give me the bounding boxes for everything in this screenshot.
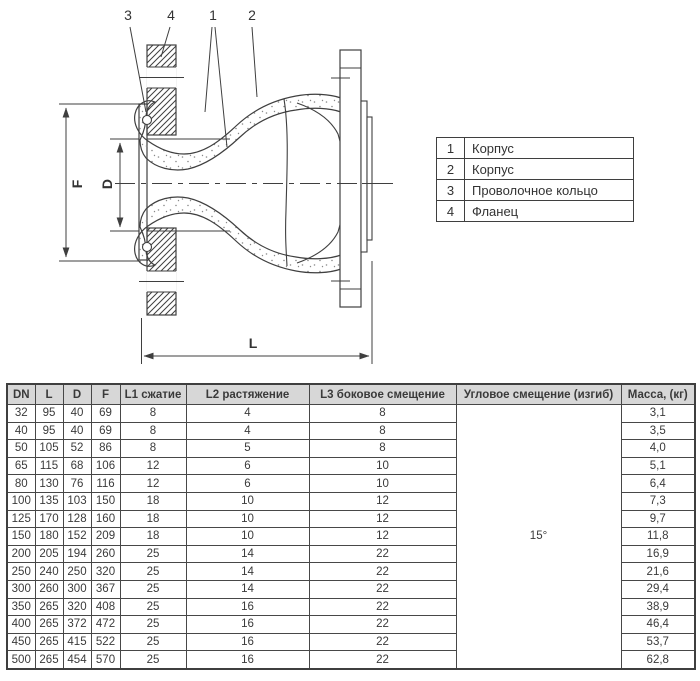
- spec-cell: 8: [120, 440, 186, 458]
- legend-part-number: 2: [437, 159, 465, 180]
- spec-cell: 18: [120, 492, 186, 510]
- spec-mass-cell: 38,9: [621, 598, 695, 616]
- spec-cell: 135: [35, 492, 63, 510]
- wire-ring-top: [143, 116, 152, 125]
- spec-cell: 125: [7, 510, 35, 528]
- spec-cell: 22: [309, 580, 456, 598]
- spec-cell: 250: [63, 563, 91, 581]
- spec-cell: 150: [7, 528, 35, 546]
- spec-cell: 150: [91, 492, 120, 510]
- parts-legend-table: [436, 137, 634, 222]
- spec-mass-cell: 4,0: [621, 440, 695, 458]
- spec-mass-cell: 5,1: [621, 457, 695, 475]
- spec-cell: 12: [309, 528, 456, 546]
- spec-mass-cell: 9,7: [621, 510, 695, 528]
- dim-label-F: F: [69, 179, 85, 189]
- spec-cell: 8: [309, 405, 456, 423]
- legend-row: [437, 180, 634, 201]
- spec-cell: 69: [91, 422, 120, 440]
- spec-cell: 500: [7, 651, 35, 669]
- dim-label-D: D: [99, 178, 115, 190]
- spec-cell: 8: [120, 422, 186, 440]
- spec-cell: 350: [7, 598, 35, 616]
- spec-column-header: Угловое смещение (изгиб): [456, 384, 621, 405]
- spec-column-header: DN: [7, 384, 35, 405]
- spec-cell: 265: [35, 598, 63, 616]
- legend-part-number: 3: [437, 180, 465, 201]
- spec-cell: 106: [91, 457, 120, 475]
- spec-cell: 170: [35, 510, 63, 528]
- spec-mass-cell: 7,3: [621, 492, 695, 510]
- spec-cell: 152: [63, 528, 91, 546]
- spec-cell: 25: [120, 598, 186, 616]
- spec-table-body: [7, 405, 695, 669]
- legend-part-number: 1: [437, 138, 465, 159]
- spec-cell: 570: [91, 651, 120, 669]
- spec-cell: 8: [309, 422, 456, 440]
- legend-part-name: Проволочное кольцо: [465, 180, 634, 201]
- spec-table: [6, 383, 696, 670]
- spec-cell: 22: [309, 633, 456, 651]
- spec-cell: 16: [186, 651, 309, 669]
- spec-cell: 16: [186, 633, 309, 651]
- spec-cell: 14: [186, 545, 309, 563]
- spec-cell: 180: [35, 528, 63, 546]
- wire-ring-bottom: [143, 243, 152, 252]
- spec-cell: 265: [35, 633, 63, 651]
- spec-cell: 240: [35, 563, 63, 581]
- spec-cell: 5: [186, 440, 309, 458]
- spec-column-header: L1 сжатие: [120, 384, 186, 405]
- spec-cell: 10: [309, 457, 456, 475]
- spec-cell: 40: [63, 405, 91, 423]
- legend-part-name: Корпус: [465, 159, 634, 180]
- spec-cell: 128: [63, 510, 91, 528]
- spec-cell: 4: [186, 405, 309, 423]
- callout-1: 1: [209, 7, 217, 23]
- spec-cell: 50: [7, 440, 35, 458]
- spec-cell: 450: [7, 633, 35, 651]
- spec-cell: 160: [91, 510, 120, 528]
- spec-cell: 22: [309, 563, 456, 581]
- spec-cell: 6: [186, 475, 309, 493]
- spec-cell: 10: [186, 492, 309, 510]
- spec-mass-cell: 3,1: [621, 405, 695, 423]
- spec-cell: 260: [91, 545, 120, 563]
- spec-cell: 86: [91, 440, 120, 458]
- spec-column-header: L3 боковое смещение: [309, 384, 456, 405]
- spec-mass-cell: 16,9: [621, 545, 695, 563]
- spec-cell: 10: [186, 528, 309, 546]
- legend-part-number: 4: [437, 201, 465, 222]
- spec-cell: 18: [120, 528, 186, 546]
- spec-cell: 16: [186, 598, 309, 616]
- spec-column-header: D: [63, 384, 91, 405]
- spec-cell: 522: [91, 633, 120, 651]
- spec-cell: 100: [7, 492, 35, 510]
- spec-cell: 250: [7, 563, 35, 581]
- spec-cell: 25: [120, 563, 186, 581]
- callout-4: 4: [167, 7, 175, 23]
- spec-cell: 32: [7, 405, 35, 423]
- spec-cell: 260: [35, 580, 63, 598]
- spec-cell: 25: [120, 580, 186, 598]
- spec-cell: 103: [63, 492, 91, 510]
- spec-cell: 22: [309, 651, 456, 669]
- legend-row: [437, 159, 634, 180]
- spec-cell: 300: [63, 580, 91, 598]
- spec-cell: 115: [35, 457, 63, 475]
- right-flange: [331, 50, 388, 307]
- spec-cell: 454: [63, 651, 91, 669]
- spec-cell: 25: [120, 651, 186, 669]
- spec-cell: 205: [35, 545, 63, 563]
- legend-table-body: [437, 138, 634, 222]
- spec-mass-cell: 29,4: [621, 580, 695, 598]
- spec-cell: 12: [120, 475, 186, 493]
- spec-cell: 40: [63, 422, 91, 440]
- spec-cell: 8: [309, 440, 456, 458]
- spec-cell: 76: [63, 475, 91, 493]
- dimension-L: [144, 335, 369, 356]
- spec-cell: 415: [63, 633, 91, 651]
- spec-cell: 12: [309, 510, 456, 528]
- spec-cell: 116: [91, 475, 120, 493]
- spec-cell: 40: [7, 422, 35, 440]
- spec-cell: 320: [63, 598, 91, 616]
- dimension-F: [66, 108, 85, 257]
- spec-cell: 265: [35, 616, 63, 634]
- spec-cell: 408: [91, 598, 120, 616]
- spec-column-header: L2 растяжение: [186, 384, 309, 405]
- legend-part-name: Корпус: [465, 138, 634, 159]
- spec-cell: 22: [309, 616, 456, 634]
- spec-cell: 12: [120, 457, 186, 475]
- left-flange: [139, 45, 184, 315]
- legend-row: [437, 201, 634, 222]
- spec-cell: 6: [186, 457, 309, 475]
- spec-cell: 22: [309, 545, 456, 563]
- spec-cell: 367: [91, 580, 120, 598]
- callout-2: 2: [248, 7, 256, 23]
- spec-column-header: F: [91, 384, 120, 405]
- dimension-D: [99, 143, 120, 227]
- legend-row: [437, 138, 634, 159]
- spec-column-header: L: [35, 384, 63, 405]
- spec-mass-cell: 3,5: [621, 422, 695, 440]
- spec-cell: 8: [120, 405, 186, 423]
- spec-cell: 80: [7, 475, 35, 493]
- spec-cell: 95: [35, 405, 63, 423]
- spec-mass-cell: 6,4: [621, 475, 695, 493]
- spec-cell: 400: [7, 616, 35, 634]
- spec-cell: 25: [120, 633, 186, 651]
- spec-cell: 18: [120, 510, 186, 528]
- spec-cell: 194: [63, 545, 91, 563]
- spec-cell: 10: [309, 475, 456, 493]
- spec-cell: 16: [186, 616, 309, 634]
- legend-part-name: Фланец: [465, 201, 634, 222]
- spec-cell: 200: [7, 545, 35, 563]
- spec-cell: 10: [186, 510, 309, 528]
- spec-angular-merged-cell: 15°: [456, 405, 621, 669]
- bellows-inner-seam: [284, 99, 287, 266]
- spec-cell: 105: [35, 440, 63, 458]
- dim-label-L: L: [248, 335, 258, 351]
- spec-cell: 209: [91, 528, 120, 546]
- spec-cell: 52: [63, 440, 91, 458]
- spec-cell: 14: [186, 563, 309, 581]
- spec-mass-cell: 53,7: [621, 633, 695, 651]
- spec-header-row: [7, 384, 695, 405]
- callout-3: 3: [124, 7, 132, 23]
- spec-cell: 4: [186, 422, 309, 440]
- spec-cell: 130: [35, 475, 63, 493]
- spec-cell: 65: [7, 457, 35, 475]
- spec-cell: 472: [91, 616, 120, 634]
- spec-mass-cell: 21,6: [621, 563, 695, 581]
- spec-cell: 372: [63, 616, 91, 634]
- spec-cell: 300: [7, 580, 35, 598]
- spec-cell: 22: [309, 598, 456, 616]
- spec-cell: 95: [35, 422, 63, 440]
- spec-mass-cell: 62,8: [621, 651, 695, 669]
- spec-column-header: Масса, (кг): [621, 384, 695, 405]
- spec-cell: 14: [186, 580, 309, 598]
- spec-mass-cell: 46,4: [621, 616, 695, 634]
- spec-cell: 25: [120, 616, 186, 634]
- spec-mass-cell: 11,8: [621, 528, 695, 546]
- spec-cell: 69: [91, 405, 120, 423]
- spec-row: [7, 405, 695, 423]
- spec-cell: 265: [35, 651, 63, 669]
- spec-cell: 25: [120, 545, 186, 563]
- spec-cell: 68: [63, 457, 91, 475]
- spec-cell: 320: [91, 563, 120, 581]
- spec-cell: 12: [309, 492, 456, 510]
